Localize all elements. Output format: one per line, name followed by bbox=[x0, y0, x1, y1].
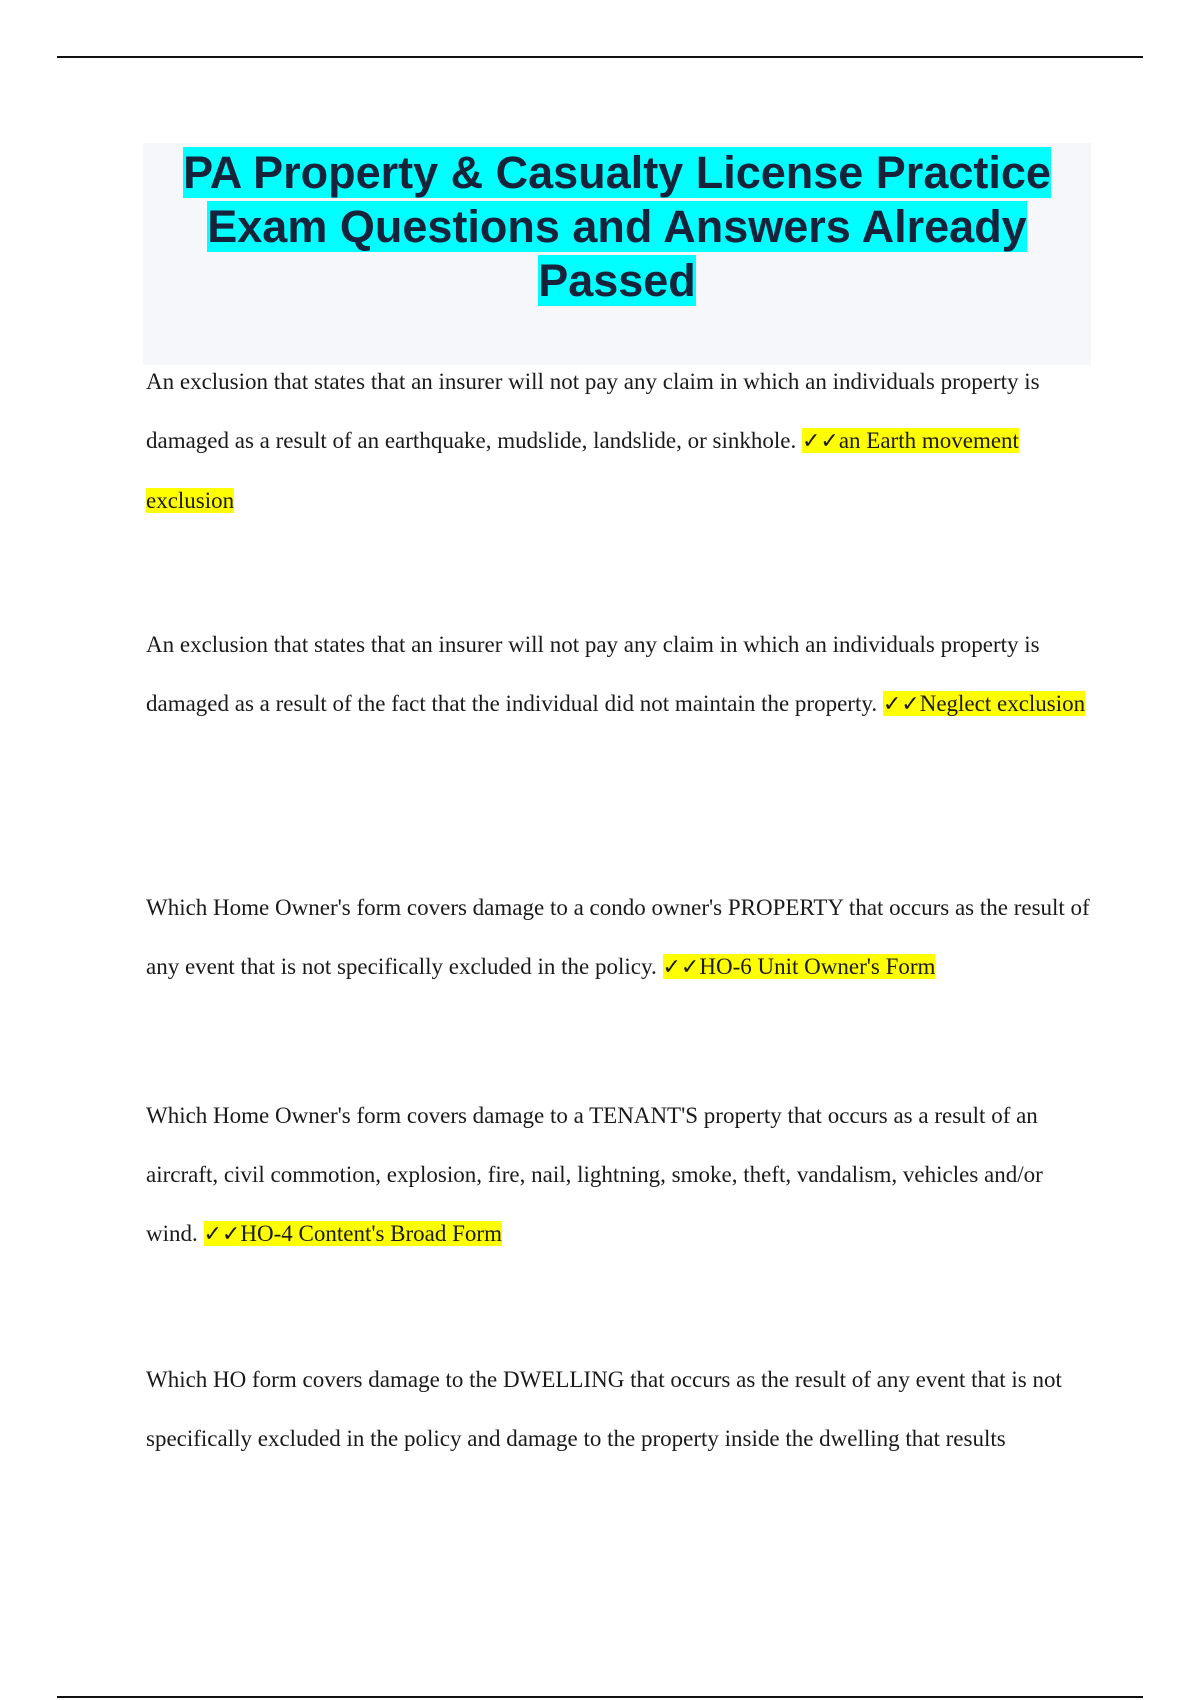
check-mark-icon: ✓✓ bbox=[801, 429, 839, 454]
qa-item bbox=[146, 1086, 1096, 1264]
question-text: Which Home Owner's form covers damage to a TENANT'S property that occurs as a result of an aircraft, civil commotion, explosion, fire, nail, lightning, smoke, theft, vandalism, vehicles and/or wind. bbox=[146, 1103, 1043, 1246]
title-highlight: PA Property & Casualty License Practice Exam Questions and Answers Already Passed bbox=[183, 147, 1051, 306]
answer-highlight bbox=[883, 691, 1085, 716]
question-text: An exclusion that states that an insurer will not pay any claim in which an individuals property is damaged as a result of an earthquake, mudslide, landslide, or sinkhole. bbox=[146, 369, 1040, 453]
bottom-rule bbox=[57, 1696, 1143, 1698]
qa-item bbox=[146, 615, 1096, 734]
answer-text: Neglect exclusion bbox=[919, 691, 1086, 716]
answer-highlight bbox=[663, 954, 936, 979]
check-mark-icon: ✓✓ bbox=[662, 955, 700, 980]
check-mark-icon: ✓✓ bbox=[203, 1222, 241, 1247]
answer-text: HO-6 Unit Owner's Form bbox=[699, 954, 936, 979]
answer-text: an Earth movement exclusion bbox=[146, 428, 1019, 513]
qa-item bbox=[146, 878, 1096, 997]
top-rule bbox=[57, 56, 1143, 58]
answer-highlight bbox=[204, 1221, 502, 1246]
question-text: An exclusion that states that an insurer will not pay any claim in which an individuals property is damaged as a result of the fact that the individual did not maintain the property. bbox=[146, 632, 1040, 716]
question-text: Which HO form covers damage to the DWELLING that occurs as the result of any event that is not specifically excluded in the policy and damage to the property inside the dwelling that results bbox=[146, 1367, 1062, 1451]
answer-text: HO-4 Content's Broad Form bbox=[240, 1221, 502, 1246]
qa-item bbox=[146, 352, 1096, 530]
check-mark-icon: ✓✓ bbox=[882, 692, 920, 717]
question-text: Which Home Owner's form covers damage to a condo owner's PROPERTY that occurs as the result of any event that is not specifically excluded in the policy. bbox=[146, 895, 1090, 979]
document-title bbox=[143, 146, 1091, 308]
qa-item bbox=[146, 1350, 1096, 1468]
